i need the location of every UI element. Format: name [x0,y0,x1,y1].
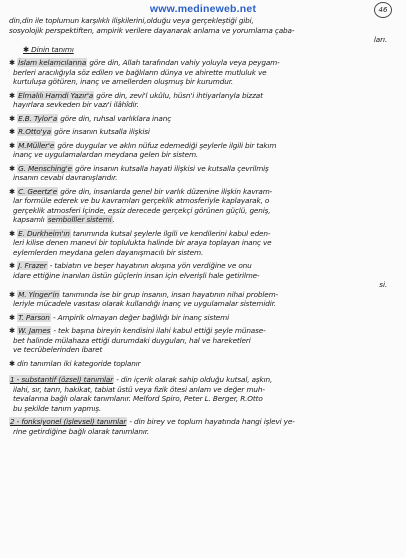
note-line: kurtuluşa götüren, inanç ve amellerden oluşmuş bir kurumdur. [13,77,234,86]
highlighted-author: İslam kelamcılarına [18,58,87,67]
definition-item: ✱ T. Parson - Ampirik olmayan değer bağlılığı bir inanç sistemi [9,312,229,322]
highlighted-author: T. Parson [18,312,50,322]
note-line: inanç ve uygulamalardan meydana gelen bir sistem. [13,150,199,159]
definition-item: ✱ C. Geertz'e göre din, insanlarda genel bir varlık düzenine ilişkin kavram- [9,186,273,196]
definition-item: ✱ Elmalılı Hamdi Yazır'a göre din, zevi'l ukûlu, hüsn'i ihtiyarlarıyla bizzat [9,90,263,100]
highlighted-author: E.B. Tylor'a [18,113,58,123]
note-line: rine getirdiğine bağlı olarak tanımlanır. [13,426,150,436]
note-line: gerçeklik atmosferi İçinde, eşsiz derecede gerçekçi görünen güçlü, geniş, [13,205,271,215]
section-heading: ✱ Dinin tanımı [23,44,74,54]
definition-item: ✱ G. Mensching'e göre insanın kutsalla hayati ilişkisi ve kutsalla çevrilmiş [9,163,269,173]
highlighted-term: 1 - substantif (özsel) tanımlar [10,375,114,384]
category-item: 1 - substantif (özsel) tanımlar - din içerik olarak sahip olduğu kutsal, aşkın, [10,375,273,384]
highlighted-author: E. Durkheim'ın [18,228,70,238]
note-line: bu şekilde tanım yapmış. [13,403,102,413]
watermark-url: www.medineweb.net [149,3,257,15]
page-number: 46 [374,2,392,18]
note-line: leriyle mücadele vasıtası olarak kullandığı inanç ve uygulamalar sistemidir. [13,299,276,308]
definition-item: ✱ W. James - tek başına bireyin kendisini ilahi kabul ettiği şeyle münase- [9,326,266,335]
definition-item: ✱ M.Müller'e göre duygular ve aklın nüfuz edemediği şeylerle ilgili bir takım [9,140,277,150]
note-line: bet halinde mülahaza ettiği durumdaki duyguları, hal ve hareketleri [13,335,251,345]
note-line: tevalarına bağlı olarak tanımlanır. Melford Spiro, Peter L. Berger, R.Otto [13,394,263,403]
highlighted-term: 2 - fonksiyonel (işlevsel) tanımlar [10,417,127,426]
note-line: ilahi, sır, tanrı, hakikat, tabiat üstü veya fizik ötesi anlam ve değer muh- [13,384,265,394]
highlighted-author: R.Otto'ya [18,127,51,136]
definition-item: ✱ M. Yinger'in tanımında ise bir grup insanın, insan hayatının nihai problem- [9,289,279,299]
highlighted-author: J. Frazer [18,261,47,270]
definition-item: ✱ E.B. Tylor'a göre din, ruhsal varlıklara inanç [9,113,172,123]
note-line: ve tecrübelerinden ibaret [13,345,103,354]
highlighted-author: G. Mensching'e [18,163,72,173]
highlighted-author: M. Yinger'in [18,289,60,299]
note-line: sosyolojik perspektiften, ampirik verilere dayanarak anlama ve yorumlama çaba- [9,25,295,35]
definition-item: ✱ İslam kelamcılarına göre din, Allah tarafından vahiy yoluyla veya peygam- [9,58,280,67]
definition-item: ✱ R.Otto'ya göre insanın kutsalla ilişkisi [9,127,150,136]
category-item: 2 - fonksiyonel (işlevsel) tanımlar - din birey ve toplum hayatında hangi işlevi ye- [10,417,295,426]
handwritten-notes [9,16,399,436]
highlighted-author: W. James [18,326,51,335]
highlighted-term: sembolller sistemi [47,215,112,224]
note-line: leri kilise denen manevi bir toplulukta halinde bir araya toplayan inanç ve [13,238,272,247]
note-line: insanın cevabi davranışlarıdır. [13,173,118,182]
highlighted-author: Elmalılı Hamdi Yazır'a [18,90,94,100]
section-heading: ✱ din tanımları iki kategoride toplanır [9,358,141,368]
note-line: din,din ile toplumun karşılıklı ilişkilerini,olduğu veya gerçekleştiği gibi, [9,16,254,25]
note-line: lar formüle ederek ve bu kavramları gerçeklik atmosferiyle kaplayarak, o [13,196,270,205]
definition-item: ✱ E. Durkheim'ın tanımında kutsal şeylerle ilgili ve kendilerini kabul eden- [9,228,271,238]
note-line: ları. [373,35,387,44]
note-line: si. [379,280,387,289]
note-line: hayırlara sevkeden bir vazı'i ilâhîdir. [13,100,139,109]
note-line: idare ettiğine inanılan üstün güçlerin insan için elverişli hale getirilme- [13,270,260,280]
highlighted-author: C. Geertz'e [18,186,58,196]
highlighted-author: M.Müller'e [18,140,55,150]
note-line: kapsamlı sembolller sistemi. [13,215,115,224]
note-line: eylemlerden meydana gelen dayanışmacılı bir sistem. [13,247,204,257]
note-line: berleri aracılığıyla söz edilen ve bağlıların dünya ve ahirette mutluluk ve [13,67,267,77]
definition-item: ✱ J. Frazer - tabiatın ve beşer hayatının akışına yön verdiğine ve onu [9,261,252,270]
